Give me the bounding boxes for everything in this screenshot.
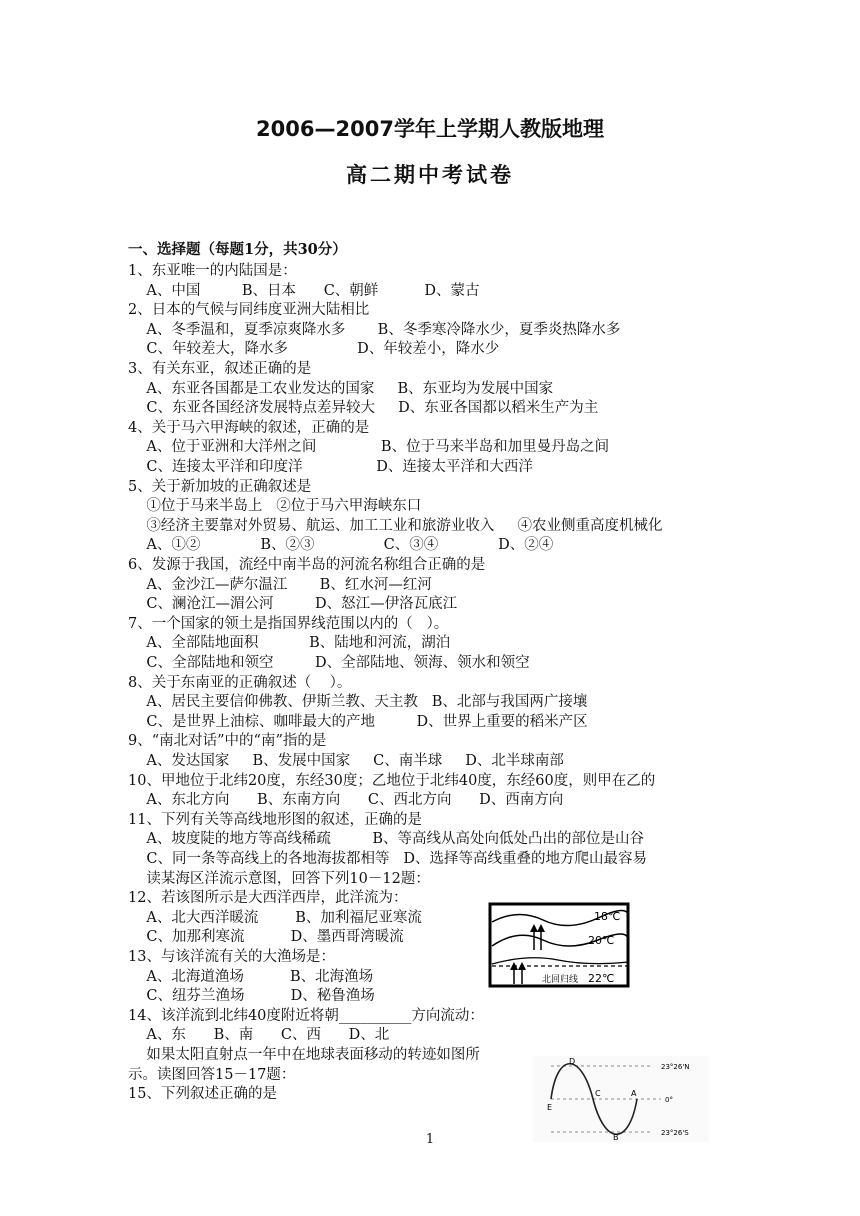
- isotherm-20: 20℃: [588, 934, 615, 947]
- text-line: ①位于马来半岛上 ②位于马六甲海峡东口: [128, 498, 422, 515]
- text-line: A、金沙江—萨尔温江 B、红水河—红河: [128, 576, 432, 593]
- isotherm-18: 18℃: [594, 910, 621, 923]
- text-line: 5、关于新加坡的正确叙述是: [128, 478, 312, 495]
- point-c: C: [595, 1089, 601, 1098]
- text-line: C、连接太平洋和印度洋 D、连接太平洋和大西洋: [128, 459, 533, 475]
- text-line: A、东 B、南 C、西 D、北: [128, 1027, 390, 1044]
- text-line: 2、日本的气候与同纬度亚洲大陆相比: [128, 302, 370, 319]
- text-line: 13、与该洋流有关的大渔场是：: [128, 949, 335, 965]
- label-tropic-south: 23°26'S: [661, 1129, 689, 1137]
- label-tropic-north: 23°26'N: [661, 1063, 690, 1071]
- text-line: 10、甲地位于北纬20度，东经30度；乙地位于北纬40度，东经60度，则甲在乙的: [128, 772, 656, 789]
- text-line: A、冬季温和，夏季凉爽降水多 B、冬季寒冷降水少，夏季炎热降水多: [128, 321, 621, 338]
- text-line: 示。读图回答15－17题：: [128, 1066, 296, 1083]
- text-line: 9、“南北对话”中的“南”指的是: [128, 733, 327, 750]
- text-line: A、发达国家 B、发展中国家 C、南半球 D、北半球南部: [128, 753, 564, 769]
- text-line: A、①② B、②③ C、③④ D、②④: [128, 537, 554, 554]
- text-line: 11、下列有关等高线地形图的叙述，正确的是: [128, 811, 422, 828]
- text-line: C、纽芬兰渔场 D、秘鲁渔场: [128, 988, 375, 1005]
- text-line: 14、该洋流到北纬40度附近将朝__________方向流动：: [128, 1007, 484, 1024]
- text-line: A、居民主要信仰佛教、伊斯兰教、天主教 B、北部与我国两广接壤: [128, 694, 588, 711]
- section-heading: 一、选择题（每题1分，共30分）: [128, 241, 347, 258]
- text-line: C、加那利寒流 D、墨西哥湾暖流: [128, 929, 404, 946]
- text-line: ③经济主要靠对外贸易、航运、加工工业和旅游业收入 ④农业侧重高度机械化: [128, 517, 663, 534]
- point-b: B: [613, 1133, 619, 1142]
- text-line: A、北海道渔场 B、北海渔场: [128, 968, 374, 985]
- point-d: D: [569, 1057, 576, 1066]
- text-line: 12、若该图所示是大西洋西岸，此洋流为：: [128, 890, 408, 907]
- text-line: 如果太阳直射点一年中在地球表面移动的转迹如图所: [128, 1047, 480, 1063]
- text-line: A、东北方向 B、东南方向 C、西北方向 D、西南方向: [128, 792, 564, 809]
- text-line: A、全部陆地面积 B、陆地和河流，湖泊: [128, 635, 451, 652]
- point-e: E: [547, 1103, 553, 1112]
- text-line: A、东亚各国都是工农业发达的国家 B、东亚均为发展中国家: [128, 380, 554, 397]
- text-line: C、是世界上油棕、咖啡最大的产地 D、世界上重要的稻米产区: [128, 713, 588, 730]
- ocean-current-figure: [488, 902, 630, 988]
- label-equator: 0°: [665, 1096, 673, 1104]
- text-line: 8、关于东南亚的正确叙述（ ）。: [128, 674, 352, 691]
- text-line: C、同一条等高线上的各地海拔都相等 D、选择等高线重叠的地方爬山最容易: [128, 851, 647, 867]
- text-line: 1、东亚唯一的内陆国是：: [128, 263, 297, 279]
- text-line: C、澜沧江—湄公河 D、怒江—伊洛瓦底江: [128, 596, 458, 613]
- sun-path-figure: [533, 1056, 709, 1142]
- text-line: A、北大西洋暖流 B、加利福尼亚寒流: [128, 909, 422, 926]
- text-line: A、位于亚洲和大洋州之间 B、位于马来半岛和加里曼丹岛之间: [128, 439, 610, 456]
- tropic-label: 北回归线: [542, 975, 579, 985]
- text-line: C、年较差大，降水多 D、年较差小，降水少: [128, 341, 500, 358]
- text-line: A、中国 B、日本 C、朝鲜 D、蒙古: [128, 282, 480, 299]
- isotherm-22: 22℃: [588, 972, 615, 985]
- text-line: 3、有关东亚，叙述正确的是: [128, 361, 312, 377]
- text-line: 6、发源于我国，流经中南半岛的河流名称组合正确的是: [128, 557, 486, 573]
- text-line: C、全部陆地和领空 D、全部陆地、领海、领水和领空: [128, 655, 530, 671]
- text-line: 15、下列叙述正确的是: [128, 1086, 277, 1103]
- text-line: C、东亚各国经济发展特点差异较大 D、东亚各国都以稻米生产为主: [128, 400, 599, 417]
- text-line: 7、一个国家的领土是指国界线范围以内的（ ）。: [128, 615, 449, 632]
- text-line: 4、关于马六甲海峡的叙述，正确的是: [128, 419, 370, 436]
- exam-subtitle: 高二期中考试卷: [346, 163, 514, 187]
- exam-title: 2006—2007学年上学期人教版地理: [256, 117, 604, 141]
- text-line: 读某海区洋流示意图，回答下列10－12题：: [128, 870, 430, 887]
- text-line: A、坡度陡的地方等高线稀疏 B、等高线从高处向低处凸出的部位是山谷: [128, 831, 645, 848]
- page-number: 1: [425, 1132, 435, 1147]
- point-a: A: [631, 1089, 637, 1098]
